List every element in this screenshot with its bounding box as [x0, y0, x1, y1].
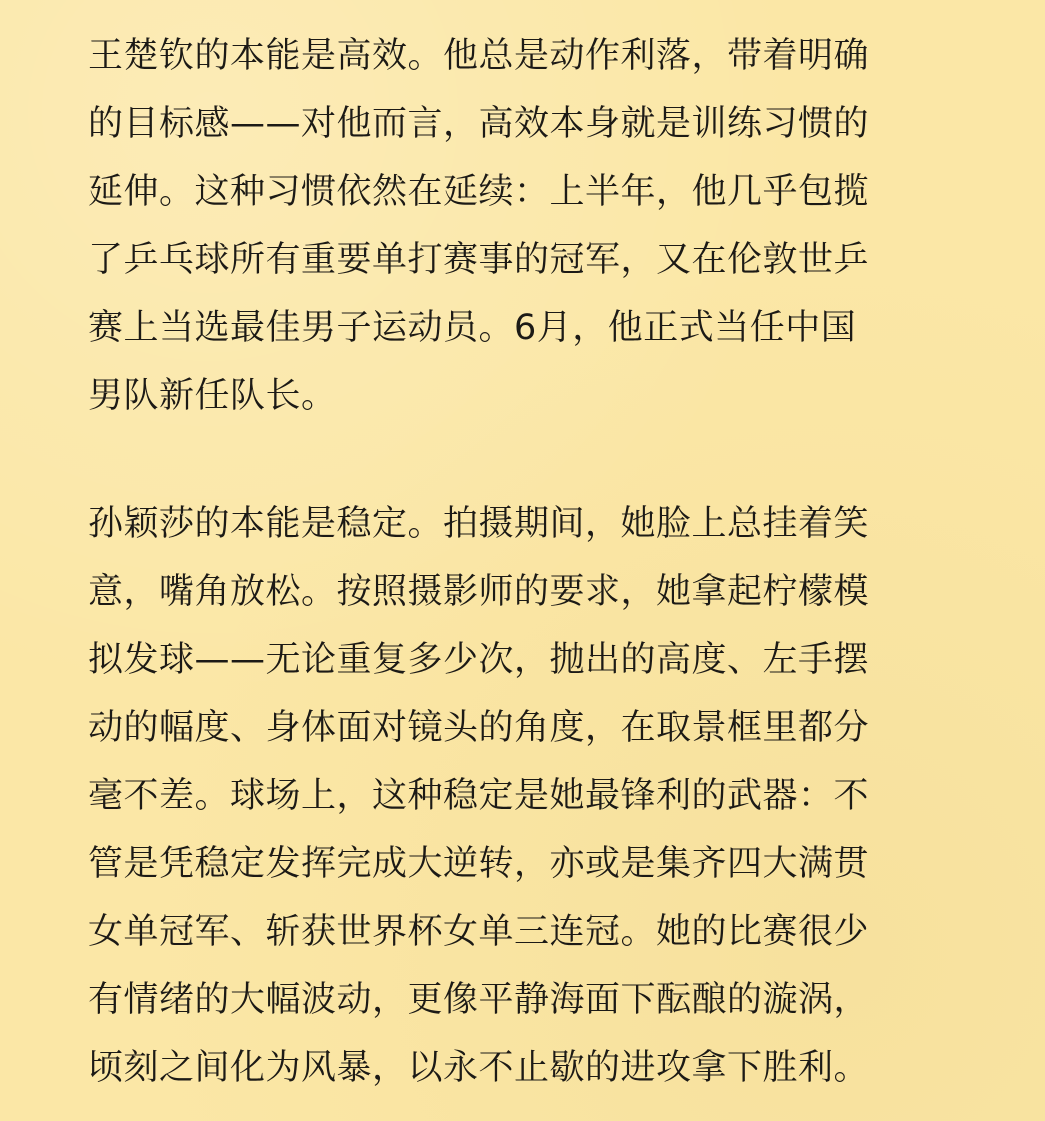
text-line: 延伸。这种习惯依然在延续：上半年，他几乎包揽	[88, 172, 870, 212]
text-line: 毫不差。球场上，这种稳定是她最锋利的武器：不	[88, 776, 870, 816]
paragraph-wang-chuqin	[88, 22, 968, 430]
text-line: 孙颖莎的本能是稳定。拍摄期间，她脸上总挂着笑	[88, 504, 870, 544]
text-line: 男队新任队长。	[88, 376, 337, 416]
text-line: 赛上当选最佳男子运动员。6月，他正式当任中国	[88, 308, 857, 348]
text-line: 动的幅度、身体面对镜头的角度，在取景框里都分	[88, 708, 870, 748]
text-line: 女单冠军、斩获世界杯女单三连冠。她的比赛很少	[88, 912, 870, 952]
paragraph-sun-yingsha	[88, 490, 968, 1102]
text-line: 拟发球——无论重复多少次，抛出的高度、左手摆	[88, 640, 870, 680]
text-line: 管是凭稳定发挥完成大逆转，亦或是集齐四大满贯	[88, 844, 870, 884]
text-line: 王楚钦的本能是高效。他总是动作利落，带着明确	[88, 36, 870, 76]
text-line: 了乒乓球所有重要单打赛事的冠军，又在伦敦世乒	[88, 240, 870, 280]
text-line: 顷刻之间化为风暴，以永不止歇的进攻拿下胜利。	[88, 1048, 870, 1088]
text-line: 有情绪的大幅波动，更像平静海面下酝酿的漩涡，	[88, 980, 870, 1020]
text-line: 的目标感——对他而言，高效本身就是训练习惯的	[88, 104, 870, 144]
text-line: 意，嘴角放松。按照摄影师的要求，她拿起柠檬模	[88, 572, 870, 612]
